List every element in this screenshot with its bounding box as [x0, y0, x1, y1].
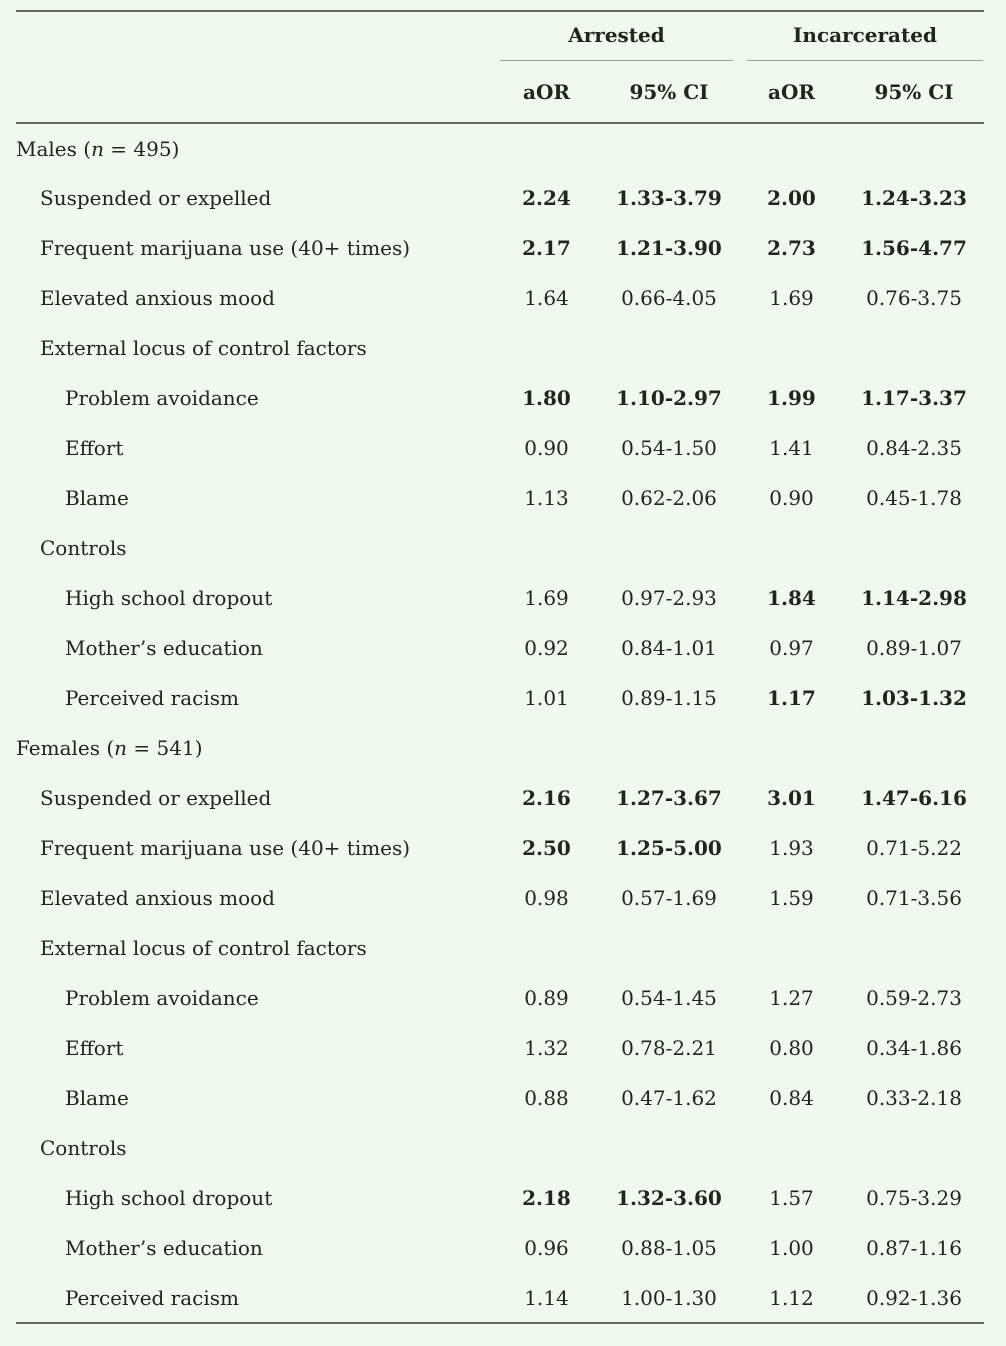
arrested-aor-cell: 0.96 [524, 1236, 569, 1260]
arrested-ci-cell: 0.66-4.05 [621, 286, 717, 310]
table-row [16, 423, 984, 473]
section-title-prefix: Females ( [16, 736, 115, 760]
incarcerated-aor-cell: 3.01 [767, 786, 816, 810]
incarcerated-aor-cell: 2.73 [767, 236, 816, 260]
incarcerated-ci-cell [844, 1123, 984, 1173]
incarcerated-ci-header: 95% CI [844, 61, 984, 123]
row-label: Problem avoidance [65, 986, 259, 1010]
row-label: Perceived racism [65, 686, 239, 710]
subsection-header-row [16, 1123, 984, 1173]
table-row [16, 373, 984, 423]
arrested-ci-cell: 0.89-1.15 [621, 686, 717, 710]
subsection-header-row [16, 923, 984, 973]
row-label: Mother’s education [65, 1236, 263, 1260]
incarcerated-ci-cell: 1.56-4.77 [861, 236, 967, 260]
subsection-header-row [16, 523, 984, 573]
incarcerated-ci-cell: 1.47-6.16 [861, 786, 967, 810]
arrested-ci-cell: 1.21-3.90 [616, 236, 722, 260]
arrested-ci-cell: 0.47-1.62 [621, 1086, 717, 1110]
row-label: Controls [40, 536, 127, 560]
arrested-aor-cell: 2.17 [522, 236, 571, 260]
section-title-n: n [91, 136, 104, 161]
incarcerated-aor-header: aOR [739, 61, 844, 123]
empty-header-cell [16, 11, 494, 61]
incarcerated-ci-cell: 0.84-2.35 [866, 436, 962, 460]
incarcerated-ci-cell: 0.92-1.36 [866, 1285, 962, 1310]
arrested-ci-cell [599, 523, 739, 573]
section-title-suffix: = 495) [103, 136, 180, 161]
arrested-ci-cell: 1.32-3.60 [616, 1186, 722, 1210]
arrested-aor-cell [494, 323, 599, 373]
arrested-ci-cell: 0.57-1.69 [621, 886, 717, 910]
incarcerated-aor-cell [739, 523, 844, 573]
arrested-aor-cell: 0.89 [524, 986, 569, 1010]
arrested-aor-cell: 1.01 [524, 686, 569, 710]
arrested-ci-cell: 0.78-2.21 [621, 1036, 717, 1060]
table-row [16, 223, 984, 273]
incarcerated-aor-cell: 1.00 [769, 1236, 814, 1260]
incarcerated-ci-cell: 0.71-5.22 [866, 836, 962, 860]
incarcerated-aor-cell: 0.84 [769, 1086, 814, 1110]
row-label: High school dropout [65, 1186, 273, 1210]
arrested-aor-cell: 0.90 [524, 436, 569, 460]
arrested-ci-cell: 0.54-1.45 [621, 986, 717, 1010]
incarcerated-aor-cell: 1.93 [769, 836, 814, 860]
incarcerated-aor-cell: 1.41 [769, 436, 814, 460]
row-label: Effort [65, 1036, 124, 1060]
incarcerated-ci-cell: 0.75-3.29 [866, 1186, 962, 1210]
row-label: Frequent marijuana use (40+ times) [40, 836, 411, 860]
incarcerated-ci-cell: 1.14-2.98 [861, 586, 967, 610]
arrested-ci-cell: 1.25-5.00 [616, 836, 722, 860]
table-row [16, 1173, 984, 1223]
arrested-aor-cell: 1.14 [524, 1285, 569, 1310]
incarcerated-ci-cell: 1.17-3.37 [861, 386, 967, 410]
arrested-ci-cell [599, 323, 739, 373]
subheader-row [16, 61, 984, 123]
section-title-n: n [114, 736, 128, 760]
arrested-ci-cell: 1.00-1.30 [621, 1285, 717, 1310]
incarcerated-group-underline [747, 23, 983, 61]
arrested-ci-cell [599, 923, 739, 973]
incarcerated-ci-cell: 0.45-1.78 [866, 486, 962, 510]
incarcerated-ci-cell [844, 323, 984, 373]
table-row [16, 573, 984, 623]
group-header-row [16, 11, 984, 61]
table-row [16, 623, 984, 673]
table-row [16, 173, 984, 223]
section-title-suffix: = 541) [127, 736, 203, 760]
arrested-aor-cell: 2.24 [522, 186, 571, 210]
arrested-group-underline [500, 23, 733, 61]
incarcerated-ci-cell [844, 523, 984, 573]
incarcerated-ci-cell: 0.33-2.18 [866, 1086, 962, 1110]
incarcerated-aor-cell [739, 923, 844, 973]
odds-ratio-table [16, 10, 984, 1324]
incarcerated-aor-cell: 1.17 [767, 686, 816, 710]
table-row [16, 1273, 984, 1323]
arrested-aor-cell [494, 523, 599, 573]
arrested-ci-cell: 0.62-2.06 [621, 486, 717, 510]
incarcerated-aor-cell [739, 1123, 844, 1173]
table-row [16, 1023, 984, 1073]
arrested-aor-cell: 1.64 [524, 286, 569, 310]
table-row [16, 673, 984, 723]
arrested-ci-cell: 1.27-3.67 [616, 786, 722, 810]
row-label: Frequent marijuana use (40+ times) [40, 236, 411, 260]
arrested-aor-cell: 1.32 [524, 1036, 569, 1060]
group-header-incarcerated [739, 11, 984, 61]
arrested-aor-cell: 2.18 [522, 1186, 571, 1210]
row-label: High school dropout [65, 586, 273, 610]
arrested-aor-cell: 2.16 [522, 786, 571, 810]
row-label: Effort [65, 436, 124, 460]
table-row [16, 873, 984, 923]
arrested-ci-cell: 0.97-2.93 [621, 586, 717, 610]
incarcerated-aor-cell: 0.90 [769, 486, 814, 510]
row-label: Controls [40, 1136, 127, 1160]
incarcerated-aor-cell [739, 323, 844, 373]
row-label: Blame [65, 486, 129, 510]
arrested-aor-cell: 1.69 [524, 586, 569, 610]
arrested-ci-cell [599, 1123, 739, 1173]
arrested-ci-cell: 1.10-2.97 [616, 386, 722, 410]
arrested-aor-cell: 0.92 [524, 636, 569, 660]
incarcerated-aor-cell: 1.84 [767, 586, 816, 610]
incarcerated-aor-cell: 1.12 [769, 1285, 814, 1310]
empty-subheader-cell [16, 61, 494, 123]
row-label: Blame [65, 1086, 129, 1110]
incarcerated-aor-cell: 1.27 [769, 986, 814, 1010]
section-title-prefix: Males ( [16, 136, 92, 161]
row-label: Elevated anxious mood [40, 886, 275, 910]
incarcerated-ci-cell: 0.89-1.07 [866, 636, 962, 660]
table-row [16, 973, 984, 1023]
incarcerated-ci-cell: 0.76-3.75 [866, 286, 962, 310]
table-body [16, 123, 984, 1323]
incarcerated-aor-cell: 0.80 [769, 1036, 814, 1060]
row-label: External locus of control factors [40, 336, 367, 360]
arrested-aor-cell: 0.88 [524, 1086, 569, 1110]
arrested-aor-cell [494, 1123, 599, 1173]
row-label: Perceived racism [65, 1285, 239, 1310]
incarcerated-ci-cell: 0.71-3.56 [866, 886, 962, 910]
arrested-ci-header: 95% CI [599, 61, 739, 123]
incarcerated-ci-cell: 0.59-2.73 [866, 986, 962, 1010]
table-row [16, 1223, 984, 1273]
incarcerated-ci-cell: 0.34-1.86 [866, 1036, 962, 1060]
arrested-group-label: Arrested [568, 23, 665, 47]
section-title-row [16, 723, 984, 773]
arrested-aor-cell: 1.13 [524, 486, 569, 510]
arrested-aor-cell: 0.98 [524, 886, 569, 910]
subsection-header-row [16, 323, 984, 373]
incarcerated-ci-cell [844, 923, 984, 973]
table-row [16, 1073, 984, 1123]
section-title-row [16, 123, 984, 173]
row-label: External locus of control factors [40, 936, 367, 960]
arrested-aor-cell [494, 923, 599, 973]
table-row [16, 823, 984, 873]
table-row [16, 473, 984, 523]
incarcerated-ci-cell: 1.24-3.23 [861, 186, 967, 210]
arrested-ci-cell: 0.54-1.50 [621, 436, 717, 460]
section-title [16, 723, 984, 773]
row-label: Suspended or expelled [40, 186, 272, 210]
row-label: Suspended or expelled [40, 786, 272, 810]
incarcerated-aor-cell: 1.59 [769, 886, 814, 910]
arrested-aor-cell: 2.50 [522, 836, 571, 860]
table-row [16, 273, 984, 323]
incarcerated-ci-cell: 0.87-1.16 [866, 1236, 962, 1260]
arrested-aor-cell: 1.80 [522, 386, 571, 410]
incarcerated-ci-cell: 1.03-1.32 [861, 686, 967, 710]
incarcerated-aor-cell: 1.57 [769, 1186, 814, 1210]
group-header-arrested [494, 11, 739, 61]
row-label: Problem avoidance [65, 386, 259, 410]
incarcerated-group-label: Incarcerated [793, 23, 937, 47]
arrested-aor-header: aOR [494, 61, 599, 123]
incarcerated-aor-cell: 0.97 [769, 636, 814, 660]
incarcerated-aor-cell: 1.69 [769, 286, 814, 310]
row-label: Elevated anxious mood [40, 286, 275, 310]
incarcerated-aor-cell: 2.00 [767, 186, 816, 210]
row-label: Mother’s education [65, 636, 263, 660]
arrested-ci-cell: 0.84-1.01 [621, 636, 717, 660]
incarcerated-aor-cell: 1.99 [767, 386, 816, 410]
section-title [16, 123, 984, 173]
arrested-ci-cell: 1.33-3.79 [616, 186, 722, 210]
table-row [16, 773, 984, 823]
arrested-ci-cell: 0.88-1.05 [621, 1236, 717, 1260]
